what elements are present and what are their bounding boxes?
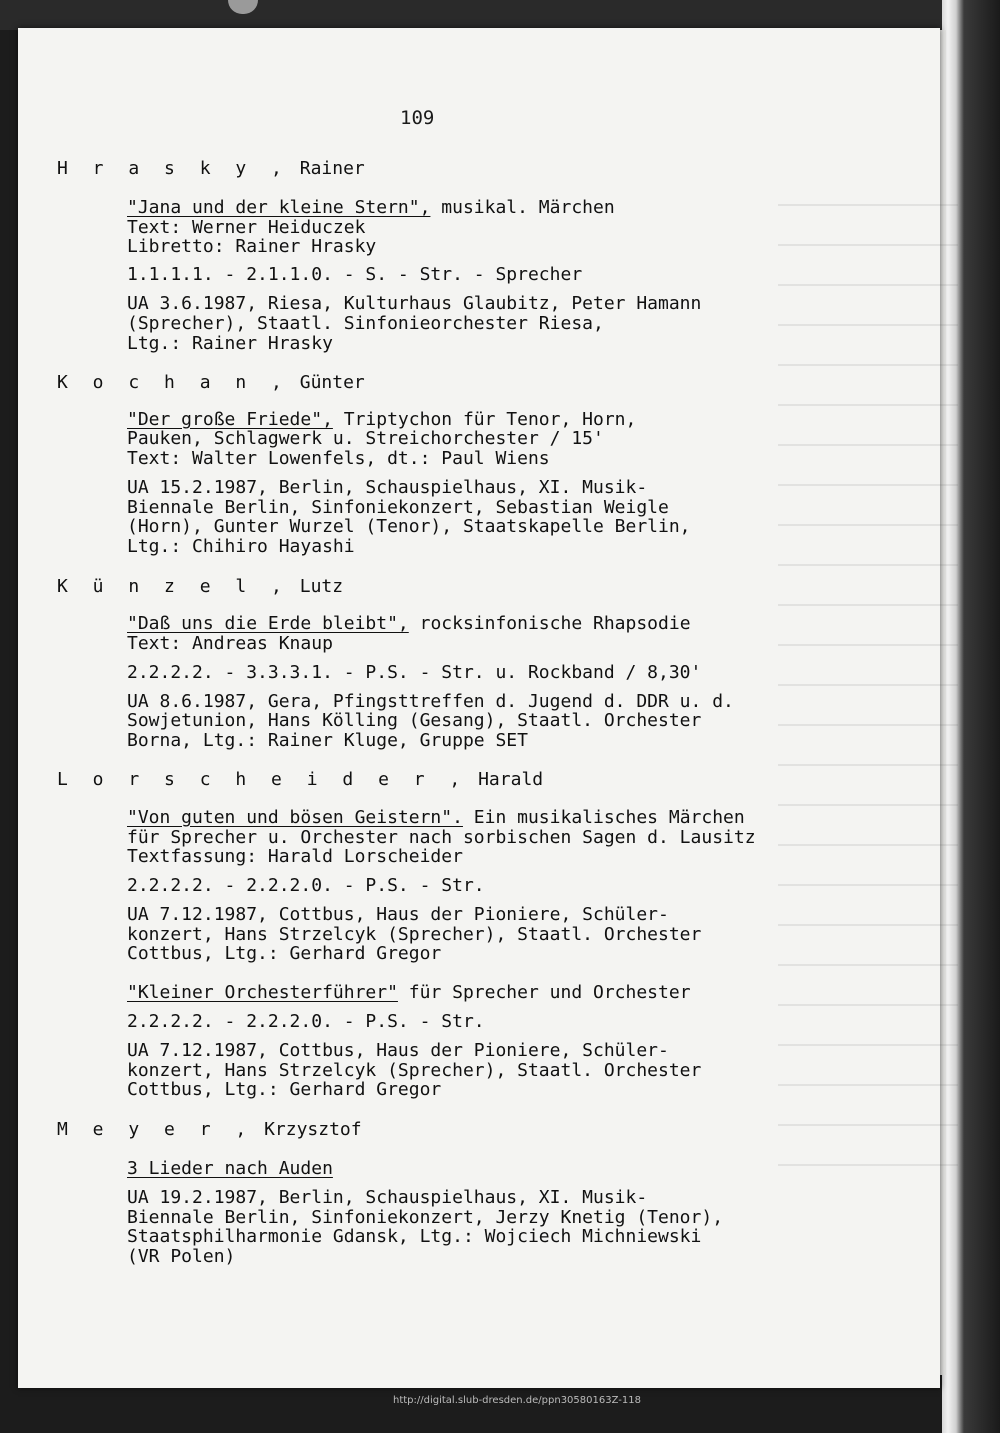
page-number: 109 xyxy=(400,107,435,129)
premiere-line: Ltg.: Rainer Hrasky xyxy=(127,333,333,354)
desk-background xyxy=(0,0,1000,30)
work-detail: Pauken, Schlagwerk u. Streichorchester / 15' xyxy=(127,428,604,449)
work-genre: Ein musikalisches Märchen xyxy=(462,807,745,828)
premiere-line: Ltg.: Chihiro Hayashi xyxy=(127,536,355,557)
work-title: "Der große Friede", xyxy=(127,409,333,430)
premiere-line: Borna, Ltg.: Rainer Kluge, Gruppe SET xyxy=(127,730,528,751)
composer-first-name: Günter xyxy=(299,372,365,393)
composer-first-name: Krzysztof xyxy=(264,1119,362,1140)
scoring: 1.1.1.1. - 2.1.1.0. - S. - Str. - Sprecher xyxy=(127,264,583,285)
work-genre: für Sprecher und Orchester xyxy=(397,982,691,1003)
premiere-line: Staatsphilharmonie Gdansk, Ltg.: Wojciech Michniewski xyxy=(127,1226,702,1247)
work-genre: musikal. Märchen xyxy=(430,197,615,218)
composer-heading xyxy=(57,372,365,393)
premiere-line: UA 19.2.1987, Berlin, Schauspielhaus, XI. Musik- xyxy=(127,1187,648,1208)
work-title-line xyxy=(127,1159,333,1179)
composer-heading xyxy=(57,769,543,790)
scoring: 2.2.2.2. - 3.3.3.1. - P.S. - Str. u. Rockband / 8,30' xyxy=(127,662,702,683)
work-title: "Daß uns die Erde bleibt", xyxy=(127,613,409,634)
composer-surname: L o r s c h e i d e r , xyxy=(57,769,468,790)
scoring: 2.2.2.2. - 2.2.2.0. - P.S. - Str. xyxy=(127,875,485,896)
work-detail: Text: Walter Lowenfels, dt.: Paul Wiens xyxy=(127,448,550,469)
composer-first-name: Rainer xyxy=(299,158,365,179)
premiere-line: UA 3.6.1987, Riesa, Kulturhaus Glaubitz, Peter Hamann xyxy=(127,293,702,314)
composer-surname: H r a s k y , xyxy=(57,158,289,179)
work-title: "Jana und der kleine Stern", xyxy=(127,197,431,218)
work-genre: rocksinfonische Rhapsodie xyxy=(408,613,691,634)
premiere-line: UA 8.6.1987, Gera, Pfingsttreffen d. Jugend d. DDR u. d. xyxy=(127,691,734,712)
premiere-line: (Horn), Gunter Wurzel (Tenor), Staatskapelle Berlin, xyxy=(127,516,691,537)
work-title: "Kleiner Orchesterführer" xyxy=(127,982,398,1003)
premiere-line: Sowjetunion, Hans Kölling (Gesang), Staatl. Orchester xyxy=(127,710,702,731)
work-detail: für Sprecher u. Orchester nach sorbischen Sagen d. Lausitz xyxy=(127,827,756,848)
premiere-line: konzert, Hans Strzelcyk (Sprecher), Staatl. Orchester xyxy=(127,924,702,945)
work-title-line xyxy=(127,808,745,828)
composer-heading xyxy=(57,158,365,179)
work-title-line xyxy=(127,198,615,218)
premiere-line: (VR Polen) xyxy=(127,1246,236,1267)
premiere-line: konzert, Hans Strzelcyk (Sprecher), Staatl. Orchester xyxy=(127,1060,702,1081)
premiere-line: Cottbus, Ltg.: Gerhard Gregor xyxy=(127,1079,442,1100)
scoring: 2.2.2.2. - 2.2.2.0. - P.S. - Str. xyxy=(127,1011,485,1032)
premiere-line: UA 7.12.1987, Cottbus, Haus der Pioniere, Schüler- xyxy=(127,904,669,925)
premiere-line: Biennale Berlin, Sinfoniekonzert, Sebastian Weigle xyxy=(127,497,669,518)
premiere-line: Cottbus, Ltg.: Gerhard Gregor xyxy=(127,943,442,964)
composer-surname: M e y e r , xyxy=(57,1119,254,1140)
composer-first-name: Lutz xyxy=(299,576,344,597)
work-detail: Libretto: Rainer Hrasky xyxy=(127,236,377,257)
work-title-line xyxy=(127,410,636,430)
composer-first-name: Harald xyxy=(478,769,544,790)
premiere-line: Biennale Berlin, Sinfoniekonzert, Jerzy Knetig (Tenor), xyxy=(127,1207,724,1228)
work-title: "Von guten und bösen Geistern". xyxy=(127,807,463,828)
work-detail: Textfassung: Harald Lorscheider xyxy=(127,846,463,867)
composer-heading xyxy=(57,576,343,597)
composer-surname: K ü n z e l , xyxy=(57,576,289,597)
work-detail: Text: Werner Heiduczek xyxy=(127,217,366,238)
premiere-line: UA 15.2.1987, Berlin, Schauspielhaus, XI. Musik- xyxy=(127,477,648,498)
premiere-line: (Sprecher), Staatl. Sinfonieorchester Riesa, xyxy=(127,313,604,334)
work-title: 3 Lieder nach Auden xyxy=(127,1158,333,1179)
source-url: http://digital.slub-dresden.de/ppn30580163Z-118 xyxy=(393,1395,641,1406)
composer-heading xyxy=(57,1119,362,1140)
work-detail: Text: Andreas Knaup xyxy=(127,633,333,654)
bleed-through-text xyxy=(778,178,958,1178)
work-title-line xyxy=(127,614,691,634)
work-title-line xyxy=(127,983,691,1003)
composer-surname: K o c h a n , xyxy=(57,372,289,393)
premiere-line: UA 7.12.1987, Cottbus, Haus der Pioniere, Schüler- xyxy=(127,1040,669,1061)
document-page xyxy=(18,28,940,1388)
work-genre: Triptychon für Tenor, Horn, xyxy=(332,409,637,430)
